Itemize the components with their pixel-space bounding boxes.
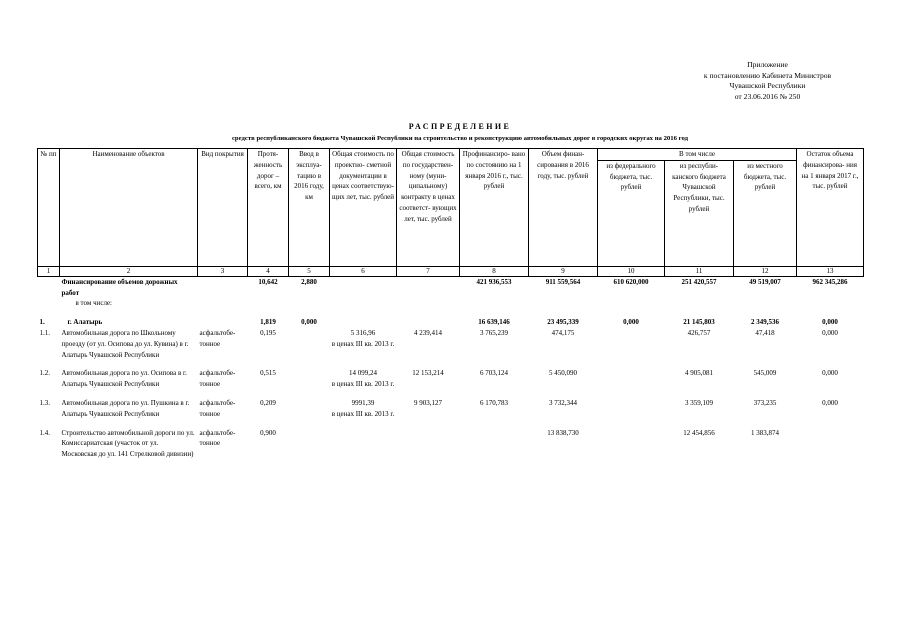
row-republic: 12 454,856 xyxy=(683,428,715,437)
total-remainder: 962 345,286 xyxy=(812,277,848,286)
header-republic: из республи- канского бюджета Чувашской Республики, тыс. рублей xyxy=(665,160,734,266)
appendix-line: от 23.06.2016 № 250 xyxy=(734,91,801,101)
row-contract-cost: 9 903,127 xyxy=(414,398,442,407)
row-cover: асфальтобе- тонное xyxy=(199,398,236,418)
row-local: 47,418 xyxy=(755,328,775,337)
city-row xyxy=(38,317,864,328)
column-number: 1 xyxy=(38,266,60,276)
header-funding: Объем финан- сирования в 2016 году, тыс. рублей xyxy=(529,149,598,267)
including-label: в том числе: xyxy=(75,299,112,308)
total-funding: 911 559,564 xyxy=(545,277,581,286)
total-name: Финансирование объемов дорожных работ в том числе: xyxy=(60,276,198,309)
header-including: В том числе xyxy=(598,149,797,161)
header-no: № пп xyxy=(38,149,60,267)
row-cover: асфальтобе- тонное xyxy=(199,369,236,389)
row-remainder: 0,000 xyxy=(822,369,838,378)
header-remainder: Остаток объема финансирова- ния на 1 января 2017 г., тыс. рублей xyxy=(797,149,864,267)
header-prefinanced: Профинансиро- вано по состоянию на 1 января 2016 г., тыс. рублей xyxy=(460,149,529,267)
row-funding: 3 732,344 xyxy=(549,398,577,407)
header-contract-cost: Общая стоимость по государствен- ному (муни- ципальному) контракту в ценах соответст- вующих лет, тыс. рублей xyxy=(397,149,460,267)
row-contract-cost: 12 153,214 xyxy=(412,369,444,378)
header-federal: из федерального бюджета, тыс. рублей xyxy=(598,160,665,266)
row-no: 1.2. xyxy=(39,369,50,378)
row-length: 0,900 xyxy=(260,428,276,437)
row-prefinanced: 6 170,783 xyxy=(480,398,508,407)
row-name: Строительство автомобильной дороги по ул. Комиссариатская (участок от ул. Московская до ул. 141 Стрелковой дивизии) xyxy=(61,428,195,459)
row-project-cost: 9991,39 в ценах III кв. 2013 г. xyxy=(331,398,395,418)
document-title: РАСПРЕДЕЛЕНИЕ xyxy=(408,122,512,131)
row-no: 1.1. xyxy=(39,328,50,337)
column-number-row xyxy=(38,266,864,276)
total-row xyxy=(38,276,864,309)
city-commission: 0,000 xyxy=(301,318,317,327)
row-length: 0,195 xyxy=(260,328,276,337)
row-no: 1.4. xyxy=(39,428,50,437)
row-funding: 474,175 xyxy=(551,328,575,337)
city-no: 1. xyxy=(39,318,45,327)
row-remainder: 0,000 xyxy=(822,328,838,337)
row-cover: асфальтобе- тонное xyxy=(199,328,236,348)
row-prefinanced: 6 703,124 xyxy=(480,369,508,378)
header-length: Протя- женность дорог – всего, км xyxy=(248,149,289,267)
row-local: 1 383,874 xyxy=(751,428,779,437)
city-funding: 23 495,339 xyxy=(547,318,579,327)
column-number: 11 xyxy=(665,266,734,276)
row-project-note: в ценах III кв. 2013 г. xyxy=(331,339,395,348)
appendix-line: Приложение xyxy=(747,60,788,69)
city-federal: 0,000 xyxy=(623,318,639,327)
appendix-line: Чувашской Республики xyxy=(729,81,806,91)
row-name: Автомобильная дорога по ул. Осипова в г. Алатырь Чувашской Республики xyxy=(61,369,187,389)
total-length: 10,642 xyxy=(258,277,278,286)
total-local: 49 519,007 xyxy=(749,277,781,286)
table-row xyxy=(38,428,864,460)
total-federal: 610 620,000 xyxy=(613,277,649,286)
appendix-line: к постановлению Кабинета Министров xyxy=(703,70,832,80)
row-name: Автомобильная дорога по Школьному проезду (от ул. Осипова до ул. Кувина) в г. Алатырь Чувашской Республики xyxy=(61,328,189,359)
row-project-cost xyxy=(330,428,397,460)
row-republic: 4 905,081 xyxy=(685,369,713,378)
column-number: 7 xyxy=(397,266,460,276)
document-subtitle: средств республиканского бюджета Чувашской Республики на строительство и реконструкцию автомобильных дорог в городских округах на 2016 год xyxy=(231,135,689,142)
row-length: 0,209 xyxy=(260,398,276,407)
row-no: 1.3. xyxy=(39,398,50,407)
row-republic: 3 359,109 xyxy=(685,398,713,407)
column-number: 2 xyxy=(60,266,198,276)
table-row xyxy=(38,328,864,360)
city-republic: 21 145,803 xyxy=(683,318,715,327)
row-prefinanced: 3 765,239 xyxy=(480,328,508,337)
row-local: 373,235 xyxy=(753,398,777,407)
column-number: 6 xyxy=(330,266,397,276)
city-local: 2 349,536 xyxy=(751,318,779,327)
header-cover: Вид покрытия xyxy=(198,149,248,267)
distribution-table xyxy=(37,148,864,460)
row-length: 0,515 xyxy=(260,369,276,378)
appendix-note xyxy=(640,60,895,102)
column-number: 9 xyxy=(529,266,598,276)
row-remainder xyxy=(797,428,864,460)
city-length: 1,819 xyxy=(260,318,276,327)
column-number: 4 xyxy=(248,266,289,276)
row-cover: асфальтобе- тонное xyxy=(199,428,236,448)
column-number: 3 xyxy=(198,266,248,276)
city-prefinanced: 16 639,146 xyxy=(478,318,510,327)
row-contract-cost xyxy=(397,428,460,460)
table-row xyxy=(38,398,864,420)
row-funding: 13 838,730 xyxy=(547,428,579,437)
row-prefinanced xyxy=(460,428,529,460)
row-local: 545,009 xyxy=(753,369,777,378)
column-number: 8 xyxy=(460,266,529,276)
header-project-cost: Общая стоимость по проектно- сметной документации в ценах соответствую- щих лет, тыс. рублей xyxy=(330,149,397,267)
total-prefinanced: 421 936,553 xyxy=(476,277,512,286)
row-project-note: в ценах III кв. 2013 г. xyxy=(331,409,395,418)
column-number: 12 xyxy=(734,266,797,276)
row-project-cost: 5 316,96 в ценах III кв. 2013 г. xyxy=(331,328,395,348)
table-row xyxy=(38,368,864,390)
row-name: Автомобильная дорога по ул. Пушкина в г. Алатырь Чувашской Республики xyxy=(61,398,190,418)
header-local: из местного бюджета, тыс. рублей xyxy=(734,160,797,266)
row-funding: 5 450,090 xyxy=(549,369,577,378)
total-commission: 2,880 xyxy=(301,277,317,286)
column-number: 10 xyxy=(598,266,665,276)
city-name: г. Алатырь xyxy=(67,318,103,327)
row-contract-cost: 4 239,414 xyxy=(414,328,442,337)
header-name: Наименование объектов xyxy=(60,149,198,267)
row-project-note: в ценах III кв. 2013 г. xyxy=(331,380,395,389)
total-republic: 251 420,557 xyxy=(681,277,717,286)
city-remainder: 0,000 xyxy=(822,318,838,327)
column-number: 13 xyxy=(797,266,864,276)
column-number: 5 xyxy=(289,266,330,276)
row-project-cost: 14 099,24 в ценах III кв. 2013 г. xyxy=(331,369,395,389)
row-republic: 426,757 xyxy=(687,328,711,337)
header-commission: Ввод в эксплуа- тацию в 2016 году, км xyxy=(289,149,330,267)
row-remainder: 0,000 xyxy=(822,398,838,407)
